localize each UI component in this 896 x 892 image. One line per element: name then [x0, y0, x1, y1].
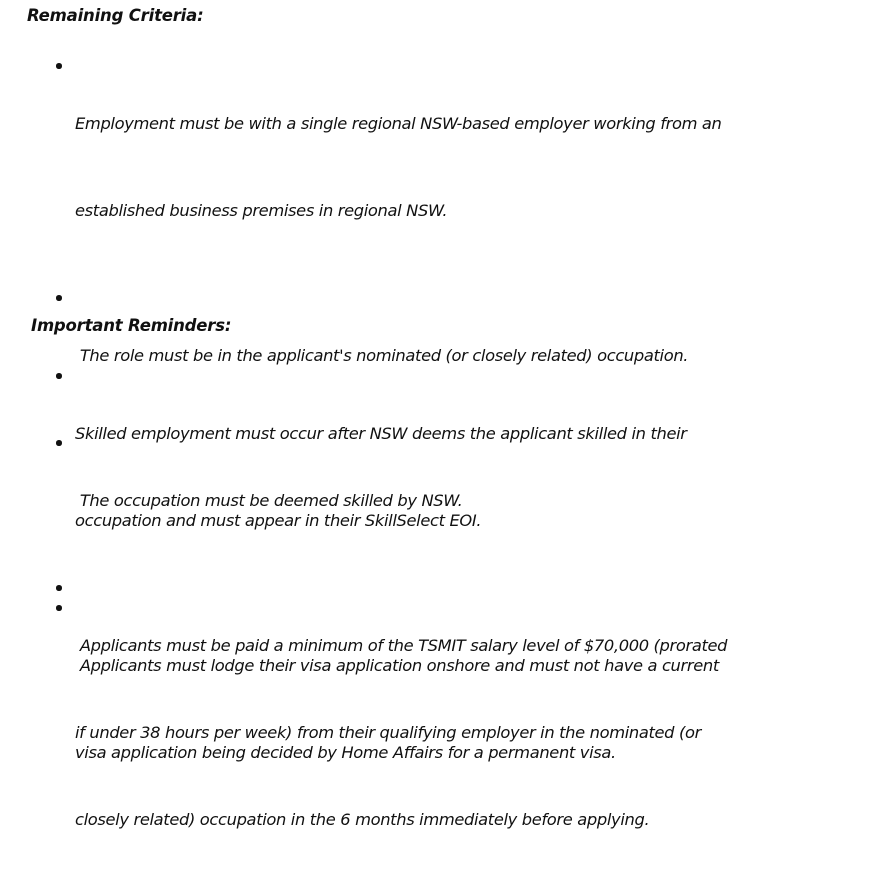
list-item-line: established business premises in regional NSW. — [75, 201, 448, 220]
list-item-line: Employment must be with a single regional NSW-based employer working from an — [75, 114, 722, 133]
list-item-line: occupation and must appear in their SkillSelect EOI. — [75, 511, 482, 530]
list-item-line: The occupation must be deemed skilled by NSW. — [75, 491, 463, 510]
important-reminders-list — [75, 361, 875, 825]
list-item-line: The role must be in the applicant's nominated (or closely related) occupation. — [75, 346, 689, 365]
list-item-line: Applicants must lodge their visa application onshore and must not have a current — [75, 656, 719, 675]
list-item-line: visa application being decided by Home Affairs for a permanent visa. — [75, 743, 616, 762]
list-item — [75, 51, 875, 283]
list-item-line: closely related) occupation in the 6 months immediately before applying. — [75, 810, 650, 829]
remaining-criteria-heading: Remaining Criteria: — [27, 6, 204, 25]
important-reminders-heading: Important Reminders: — [31, 316, 232, 335]
list-item-line: Applicants must be paid a minimum of the TSMIT salary level of $70,000 (prorated — [75, 636, 728, 655]
list-item-line: if under 38 hours per week) from their qualifying employer in the nominated (or — [75, 723, 701, 742]
list-item-line: Skilled employment must occur after NSW deems the applicant skilled in their — [75, 424, 687, 443]
list-item — [75, 593, 875, 825]
list-item — [75, 361, 875, 593]
